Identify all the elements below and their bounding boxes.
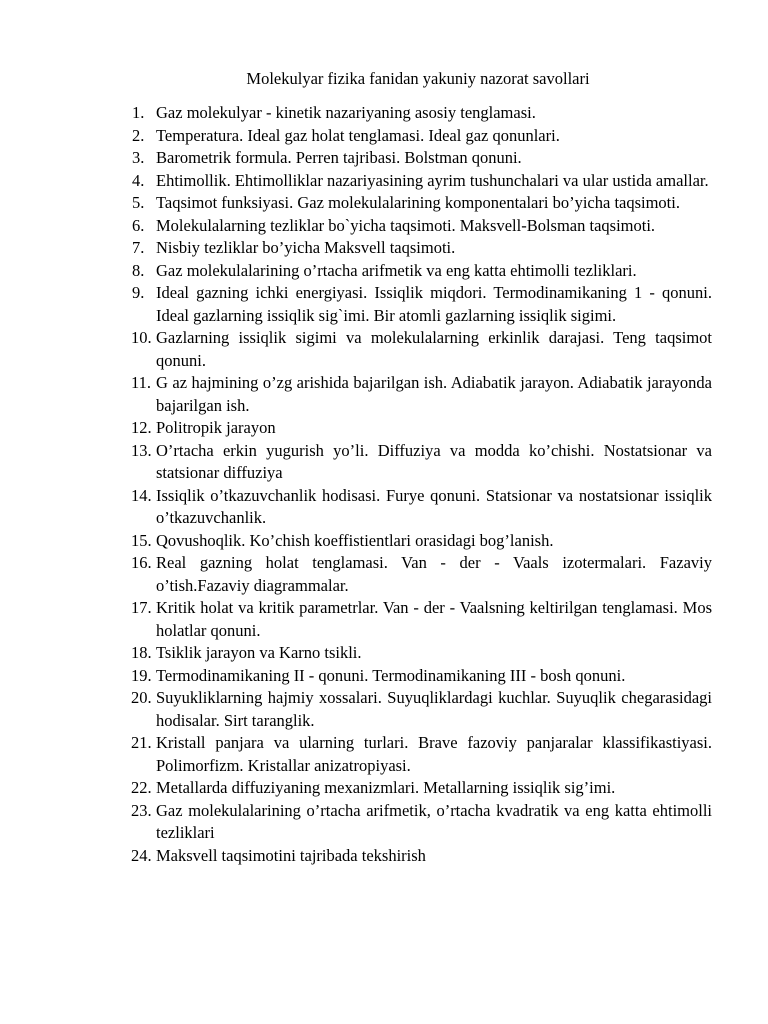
question-item [131, 485, 712, 530]
question-number: 21. [131, 733, 152, 752]
question-number: 17. [131, 598, 152, 617]
question-text: Metallarda diffuziyaning mexanizmlari. Metallarning issiqlik sig’imi. [156, 778, 616, 797]
question-text: Gazlarning issiqlik sigimi va molekulalarning erkinlik darajasi. Teng taqsimot qonuni. [156, 328, 712, 370]
question-text: Gaz molekulyar - kinetik nazariyaning asosiy tenglamasi. [156, 103, 536, 122]
question-item [132, 102, 712, 125]
question-text: Issiqlik o’tkazuvchanlik hodisasi. Furye qonuni. Statsionar va nostatsionar issiqlik o’tkazuvchanlik. [156, 485, 712, 527]
question-number: 14. [131, 485, 152, 505]
question-number: 16. [131, 553, 152, 572]
question-number: 10. [131, 328, 152, 347]
question-item [131, 372, 712, 417]
question-item [132, 282, 712, 327]
question-text: Termodinamikaning II - qonuni. Termodinamikaning III - bosh qonuni. [156, 665, 626, 685]
question-text: Temperatura. Ideal gaz holat tenglamasi. Ideal gaz qonunlari. [156, 125, 560, 145]
question-text: Barometrik formula. Perren tajribasi. Bolstman qonuni. [156, 148, 522, 167]
question-number: 1. [132, 103, 145, 122]
question-text: Nisbiy tezliklar bo’yicha Maksvell taqsimoti. [156, 238, 456, 257]
question-list [131, 102, 712, 867]
question-text: Real gazning holat tenglamasi. Van - der - Vaals izotermalari. Fazaviy o’tish.Fazaviy diagrammalar. [156, 553, 712, 595]
question-item [132, 260, 712, 283]
question-number: 9. [132, 283, 145, 302]
question-item [132, 237, 712, 260]
question-text: Maksvell taqsimotini tajribada tekshirish [156, 845, 426, 865]
question-text: Ideal gazning ichki energiyasi. Issiqlik miqdori. Termodinamikaning 1 - qonuni. Ideal gazlarning issiqlik sig`imi. Bir atomli gazlarning issiqlik sigimi. [156, 283, 712, 325]
document-title: Molekulyar fizika fanidan yakuniy nazorat savollari [246, 69, 590, 88]
question-number: 3. [132, 148, 145, 167]
question-item [131, 845, 712, 868]
question-item [131, 552, 712, 597]
question-number: 6. [132, 215, 145, 235]
question-text: Gaz molekulalarining o’rtacha arifmetik, o’rtacha kvadratik va eng katta ehtimolli tezliklari [156, 800, 712, 842]
question-number: 22. [131, 778, 152, 797]
question-text: O’rtacha erkin yugurish yo’li. Diffuziya va modda ko’chishi. Nostatsionar va statsionar diffuziya [156, 440, 712, 482]
question-item [132, 215, 712, 238]
question-item [131, 530, 712, 553]
question-text: Taqsimot funksiyasi. Gaz molekulalarining komponentalari bo’yicha taqsimoti. [156, 193, 680, 212]
question-item [131, 642, 712, 665]
question-item [132, 147, 712, 170]
question-item [131, 417, 712, 440]
question-text: Kristall panjara va ularning turlari. Brave fazoviy panjaralar klassifikastiyasi. Polimorfizm. Kristallar anizatropiyasi. [156, 733, 712, 775]
question-text: Politropik jarayon [156, 418, 276, 437]
question-item [131, 327, 712, 372]
question-item [131, 597, 712, 642]
question-item [131, 732, 712, 777]
question-text: Molekulalarning tezliklar bo`yicha taqsimoti. Maksvell-Bolsman taqsimoti. [156, 215, 656, 235]
question-number: 5. [132, 193, 145, 212]
question-number: 8. [132, 260, 145, 280]
question-number: 23. [131, 800, 152, 820]
question-text: G az hajmining o’zg arishida bajarilgan ish. Adiabatik jarayon. Adiabatik jarayonda bajarilgan ish. [156, 373, 712, 415]
question-text: Ehtimollik. Ehtimolliklar nazariyasining ayrim tushunchalari va ular ustida amallar. [156, 170, 709, 190]
question-item [132, 192, 712, 215]
question-item [132, 170, 712, 193]
question-number: 7. [132, 238, 145, 257]
question-item [131, 440, 712, 485]
question-item [131, 777, 712, 800]
question-number: 20. [131, 688, 152, 707]
question-text: Suyukliklarning hajmiy xossalari. Suyuqliklardagi kuchlar. Suyuqlik chegarasidagi hodisalar. Sirt taranglik. [156, 688, 712, 730]
question-text: Qovushoqlik. Ko’chish koeffistientlari orasidagi bog’lanish. [156, 530, 554, 550]
question-number: 19. [131, 665, 152, 685]
question-number: 2. [132, 125, 145, 145]
question-text: Kritik holat va kritik parametrlar. Van - der - Vaalsning keltirilgan tenglamasi. Mos holatlar qonuni. [156, 598, 712, 640]
question-number: 24. [131, 845, 152, 865]
question-text: Gaz molekulalarining o’rtacha arifmetik va eng katta ehtimolli tezliklari. [156, 260, 637, 280]
question-number: 18. [131, 643, 152, 662]
question-number: 12. [131, 418, 152, 437]
question-number: 13. [131, 440, 152, 460]
question-item [131, 800, 712, 845]
question-item [131, 665, 712, 688]
question-number: 4. [132, 170, 145, 190]
question-item [132, 125, 712, 148]
question-item [131, 687, 712, 732]
question-number: 15. [131, 530, 152, 550]
question-number: 11. [131, 373, 152, 392]
question-text: Tsiklik jarayon va Karno tsikli. [156, 643, 362, 662]
